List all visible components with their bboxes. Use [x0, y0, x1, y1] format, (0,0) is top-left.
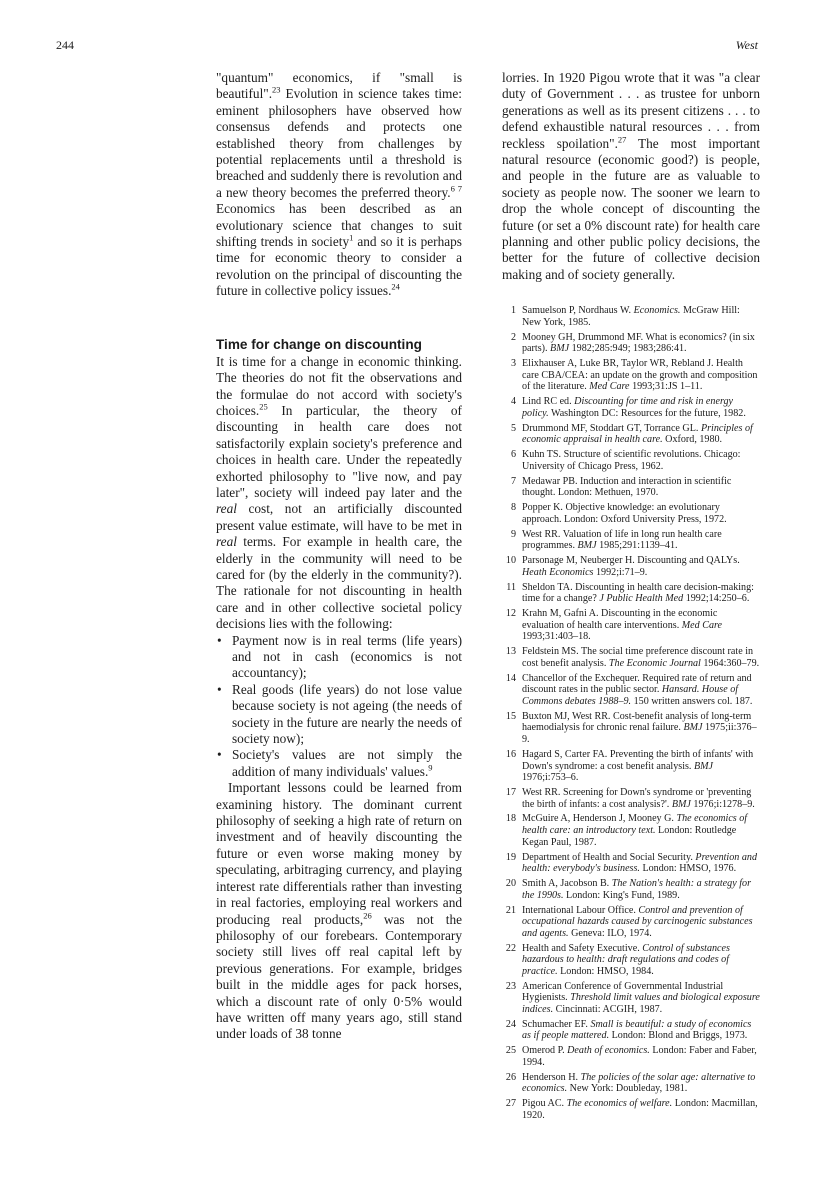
reference-number: 7 [510, 475, 516, 487]
italic-text: Economics. [633, 305, 681, 317]
reference-item: 19 Department of Health and Social Security. Prevention and health: everybody's business. London: HMSO, 1976. [502, 852, 760, 875]
italic-text: The economics of welfare. [566, 1098, 673, 1110]
reference-number: 27 [505, 1098, 516, 1110]
reference-item: 20 Smith A, Jacobson B. The Nation's health: a strategy for the 1990s. London: King's Fund, 1989. [502, 878, 760, 901]
reference-item: 27 Pigou AC. The economics of welfare. London: Macmillan, 1920. [502, 1098, 760, 1121]
citation-marker: 27 [617, 134, 627, 145]
italic-text: Control of substances hazardous to health: draft regulations and codes of practice. [522, 942, 730, 977]
reference-item: 7 Medawar PB. Induction and interaction in scientific thought. London: Methuen, 1970. [502, 476, 760, 499]
reference-number: 16 [505, 748, 516, 760]
italic-text: Prevention and health: everybody's business. [522, 851, 757, 875]
bullet-icon: • [217, 681, 222, 697]
reference-item: 11 Sheldon TA. Discounting in health care decision-making: time for a change? J Public Health Med 1992;14:250–6. [502, 582, 760, 605]
reference-number: 23 [505, 980, 516, 992]
reference-number: 26 [505, 1071, 516, 1083]
reference-item: 6 Kuhn TS. Structure of scientific revolutions. Chicago: University of Chicago Press, 1962. [502, 449, 760, 472]
reference-number: 4 [510, 396, 516, 408]
page-number: 244 [56, 38, 74, 52]
bullet-icon: • [217, 747, 222, 763]
rationale-list [216, 633, 462, 781]
italic-text: The Economic Journal [608, 657, 701, 669]
reference-item: 14 Chancellor of the Exchequer. Required rate of return and discount rates in the public sector. Hansard. House of Commons debates 1988–9. 150 written answers col. 187. [502, 673, 760, 708]
italic-text: Death of economics. [567, 1045, 650, 1057]
reference-number: 15 [505, 710, 516, 722]
running-head: West [735, 38, 758, 52]
reference-number: 2 [510, 331, 516, 343]
italic-text: Small is beautiful: a study of economics as if people mattered. [522, 1018, 752, 1042]
reference-item: 9 West RR. Valuation of life in long run health care programmes. BMJ 1985;291:1139–41. [502, 529, 760, 552]
italic-text: Principles of economic appraisal in health care. [522, 422, 753, 446]
reference-item: 15 Buxton MJ, West RR. Cost-benefit analysis of long-term haemodialysis for chronic renal failure. BMJ 1975;ii:376–9. [502, 711, 760, 746]
citation-marker: 25 [259, 401, 268, 412]
section-heading: Time for change on discounting [216, 336, 422, 352]
section-paragraph: It is time for a change in economic thinking. The theories do not fit the observations and the formulae do not accord with society's choices.$^{25}$ In particular, the theory of discounting in health care does not satisfactorily explain society's preference and choices in health care. Under the repeatedly exhorted philosophy to "live now, and pay later", society will indeed pay later and the real cost, not an artificially discounted present value estimate, will have to be met in real terms. For example in health care, the elderly in the community will need to be cared for (by the elderly in the community?). The rationale for not discounting in health care and in other collective societal policy decisions lies with the following: [216, 353, 462, 632]
reference-item: 5 Drummond MF, Stoddart GT, Torrance GL. Principles of economic appraisal in health care. Oxford, 1980. [502, 423, 760, 446]
reference-item: 23 American Conference of Governmental Industrial Hygienists. Threshold limit values and biological exposure indices. Cincinnati: ACGIH, 1987. [502, 981, 760, 1016]
italic-text: The economics of health care: an introductory text. [522, 813, 748, 837]
reference-number: 1 [510, 305, 516, 317]
italic-text: Med Care [681, 619, 723, 631]
reference-number: 10 [505, 555, 516, 567]
reference-number: 14 [505, 672, 516, 684]
italic-text: The Nation's health: a strategy for the 1990s. [522, 878, 751, 901]
reference-item: 26 Henderson H. The policies of the solar age: alternative to economics. New York: Doubleday, 1981. [502, 1072, 760, 1095]
reference-item: 21 International Labour Office. Control and prevention of occupational hazards caused by carcinogenic substances and agents. Geneva: ILO, 1974. [502, 905, 760, 940]
reference-number: 21 [505, 904, 516, 916]
reference-number: 20 [505, 878, 516, 890]
italic-text: J Public Health Med [599, 593, 684, 605]
continuation-paragraph: lorries. In 1920 Pigou wrote that it was "a clear duty of Government . . . as trustee for unborn generations as well as its present citizens . . . to defend exhaustible natural resources . . . from reckless spoilation".$^{27}$ The most important natural resource (economic good?) is people, and people in the future are as valuable to society as people now. The sooner we learn to drop the whole concept of discounting the future (or set a 0% discount rate) for health care planning and other public policy decisions, the better for the future of collective decision making and of society generally. [502, 70, 761, 282]
italic-text: real [216, 534, 237, 550]
italic-text: BMJ [550, 343, 570, 355]
citation-marker: 6 7 [450, 183, 463, 194]
reference-item: 13 Feldstein MS. The social time preference discount rate in cost benefit analysis. The Economic Journal 1964:360–79. [502, 646, 760, 669]
italic-text: The policies of the solar age: alternative to economics. [522, 1071, 756, 1095]
reference-number: 6 [510, 449, 516, 461]
reference-item: 12 Krahn M, Gafni A. Discounting in the economic evaluation of health care interventions. Med Care 1993;31:403–18. [502, 608, 760, 643]
reference-item: 10 Parsonage M, Neuberger H. Discounting and QALYs. Heath Economics 1992;i:71–9. [502, 555, 760, 578]
reference-item: 25 Omerod P. Death of economics. London: Faber and Faber, 1994. [502, 1045, 760, 1068]
italic-text: BMJ [693, 760, 714, 772]
reference-item: 3 Elixhauser A, Luke BR, Taylor WR, Rebland J. Health care CBA/CEA: an update on the growth and composition of the literature. Med Care 1993;31:JS 1–11. [502, 358, 760, 393]
reference-number: 11 [506, 581, 516, 593]
discounting-section [216, 336, 462, 1043]
list-item-text: Society's values are not simply the addition of many individuals' values.$^9$ [232, 747, 462, 779]
list-item [216, 633, 462, 682]
italic-text: real [216, 501, 237, 517]
italic-text: BMJ [671, 798, 691, 810]
reference-item: 22 Health and Safety Executive. Control of substances hazardous to health: draft regulations and codes of practice. London: HMSO, 1984. [502, 943, 760, 978]
reference-number: 5 [510, 422, 516, 434]
reference-item: 2 Mooney GH, Drummond MF. What is economics? (in six parts). BMJ 1982;285:949; 1983;286:41. [502, 332, 760, 355]
citation-marker: 1 [349, 232, 354, 243]
citation-marker: 26 [363, 910, 372, 921]
italic-text: Heath Economics [522, 566, 594, 578]
history-paragraph: Important lessons could be learned from examining history. The dominant current philosophy of seeking a high rate of return on investment and of heavily discounting the future or even worse making money by speculating, arbitraging currency, and playing interest rate differentials rather than investing in real factories, employing real workers and producing real products,$^{26}$ was not the philosophy of our forebears. Contemporary society still lives off real capital left by previous generations. For example, bridges built in the middle ages for pack horses, which a discount rate of only 0·5% would have written off many years ago, still stand under loads of 38 tonne [216, 780, 463, 1042]
reference-number: 12 [505, 608, 516, 620]
reference-item: 8 Popper K. Objective knowledge: an evolutionary approach. London: Oxford University Press, 1972. [502, 502, 760, 525]
reference-number: 19 [505, 851, 516, 863]
italic-text: Discounting for time and risk in energy policy. [522, 396, 734, 419]
italic-text: Hansard. House of Commons debates 1988–9. [522, 684, 739, 707]
bullet-icon: • [217, 632, 222, 648]
reference-number: 24 [505, 1018, 516, 1030]
reference-list [502, 305, 760, 1121]
reference-item: 24 Schumacher EF. Small is beautiful: a study of economics as if people mattered. London: Blond and Briggs, 1973. [502, 1019, 760, 1042]
list-item [216, 747, 462, 780]
intro-paragraph: "quantum" economics, if "small is beautiful".$^{23}$ Evolution in science takes time: eminent philosophers have observed how consensus defends and protects one established theory from challenges by potential replacements until a threshold is breached and suddenly there is revolution and a new theory becomes the preferred theory.$^{6 7}$ Economics has been described as an evolutionary science that changes to suit shifting trends in society$^1$ and so it is perhaps time for economic theory to consider a revolution on the principal of discounting the future in collective policy issues.$^{24}$ [216, 70, 463, 299]
citation-marker: 24 [391, 281, 400, 292]
reference-number: 17 [505, 787, 516, 798]
list-item [216, 682, 462, 748]
italic-text: BMJ [683, 722, 703, 734]
reference-number: 25 [505, 1045, 516, 1057]
reference-item: 16 Hagard S, Carter FA. Preventing the birth of infants' with Down's syndrome: a cost benefit analysis. BMJ 1976;i:753–6. [502, 749, 760, 784]
italic-text: Control and prevention of occupational hazards caused by carcinogenic substances and agents. [522, 904, 753, 939]
reference-number: 22 [505, 942, 516, 954]
reference-item: 18 McGuire A, Henderson J, Mooney G. The economics of health care: an introductory text. London: Routledge Kegan Paul, 1987. [502, 813, 760, 848]
reference-number: 8 [510, 502, 516, 514]
left-column [216, 70, 462, 1043]
italic-text: BMJ [577, 540, 597, 552]
reference-item: 1 Samuelson P, Nordhaus W. Economics. McGraw Hill: New York, 1985. [502, 305, 760, 328]
reference-number: 13 [505, 646, 516, 658]
right-column [502, 70, 760, 1125]
italic-text: Threshold limit values and biological exposure indices. [522, 992, 760, 1015]
reference-number: 18 [505, 813, 516, 825]
list-item-text: Real goods (life years) do not lose value because society is not ageing (the needs of society in the future are nearly the needs of society now); [232, 681, 462, 747]
reference-number: 3 [510, 358, 516, 370]
reference-number: 9 [510, 528, 516, 540]
citation-marker: 9 [428, 762, 433, 773]
citation-marker: 23 [272, 84, 281, 95]
italic-text: Med Care [589, 381, 630, 393]
list-item-text: Payment now is in real terms (life years) and not in cash (economics is not accountancy); [232, 632, 462, 681]
reference-item: 17 West RR. Screening for Down's syndrome or 'preventing the birth of infants: a cost analysis?'. BMJ 1976;i:1278–9. [502, 787, 760, 810]
reference-item: 4 Lind RC ed. Discounting for time and risk in energy policy. Washington DC: Resources for the future, 1982. [502, 396, 760, 419]
